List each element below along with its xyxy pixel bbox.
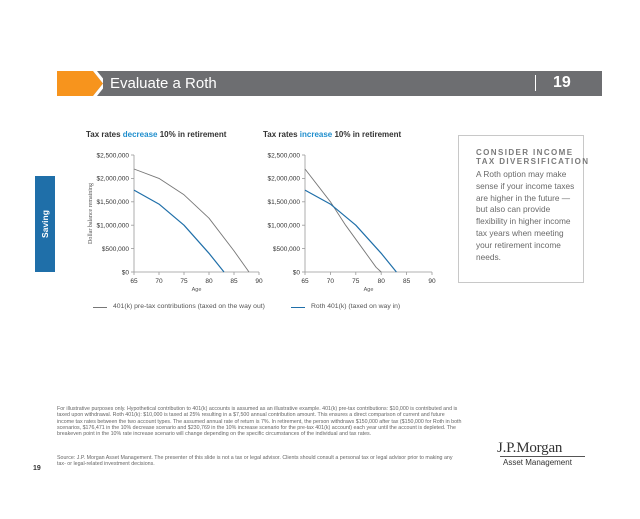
chart-2-y-tick-label: $0 [292,269,300,277]
chart-2-series-traditional-line [305,169,381,272]
chart-1-y-axis-label: Dollar balance remaining [88,183,94,244]
chart-2-y-tick-label: $1,500,000 [267,199,300,207]
chart-1-x-tick-label: 75 [180,278,188,285]
chart-1-y-tick-label: $2,000,000 [96,175,129,183]
chart-1-y-tick-label: $500,000 [101,245,129,253]
side-tab-label: Saving [40,210,50,238]
chart-1-x-axis-label: Age [191,287,202,293]
chart-2-x-tick-label: 75 [352,278,360,285]
chart-2-title-prefix: Tax rates [263,130,300,139]
logo-sub: Asset Management [503,458,572,467]
chart-1-y-tick-label: $1,000,000 [96,222,129,230]
callout-heading-line1: CONSIDER INCOME [476,148,574,157]
legend-label-traditional: 401(k) pre-tax contributions (taxed on the way out) [113,303,265,310]
chart-2-x-tick-label: 90 [428,278,436,285]
logo-main: J.P.Morgan [497,440,563,456]
chart-1-x-tick-label: 70 [155,278,163,285]
chart-1-y-tick-label: $1,500,000 [96,199,129,207]
chart-2-title-suffix: 10% in retirement [332,130,402,139]
chart-1-x-tick-label: 90 [255,278,263,285]
page-number: 19 [33,465,41,472]
chart-2-y-tick-label: $2,000,000 [267,175,300,183]
chart-2-x-tick-label: 70 [326,278,335,285]
legend-label-roth: Roth 401(k) (taxed on way in) [311,303,401,310]
chart-2-y-tick-label: $1,000,000 [267,222,300,230]
legend-swatch-roth [291,307,305,308]
page-title: Evaluate a Roth [110,75,217,92]
footnote: For illustrative purposes only. Hypothetical contribution to 401(k) accounts is assumed as an illustrative example. 401(k) pre-tax contributions: $10,000 is contributed and is taxed upon withdrawal. Roth 401(k): $10,000 is taxed at 25% resulting in a $7,500 annual contribution amount. This ensures a direct comparison of current and future income tax rates between the two account types. The assumed annual rate of return is 7%. In retirement, the person withdraws $150,000 after tax ($150,000 for Roth in both scenarios, $176,471 in the 10% decrease scenario and $230,769 in the 10% increase scenario for the pre-tax 401(k) account) each year until the account is depleted. The breakeven point in the 10% rate increase scenario will change depending on the specific circumstances of the individual and tax rates. [57,406,462,438]
chart-1-title-prefix: Tax rates [86,130,123,139]
chart-2-title-highlight: increase [299,130,333,139]
chart-1-y-tick-label: $0 [121,269,129,277]
legend-swatch-traditional [93,307,107,308]
chart-2-series-roth-line [305,190,396,272]
chart-1-x-tick-label: 65 [130,278,138,285]
chart-2-x-tick-label: 80 [377,278,385,285]
chart-1-x-tick-label: 80 [205,278,213,285]
chart-1-series-traditional-line [134,169,249,272]
chart-2-y-tick-label: $500,000 [272,245,300,253]
chart-1-title-highlight: decrease [122,130,158,139]
chart-1-y-tick-label: $2,500,000 [96,152,129,160]
callout-heading-line2: TAX DIVERSIFICATION [476,157,590,166]
chart-2-x-axis-label: Age [363,287,374,293]
source-note: Source: J.P. Morgan Asset Management. The presenter of this slide is not a tax or legal advisor. Clients should consult a personal tax or legal advisor prior to making any tax- or legal-related investment decisions. [57,455,453,468]
chart-2-y-tick-label: $2,500,000 [267,152,300,160]
chart-2-x-tick-label: 65 [301,278,309,285]
header-page-number: 19 [553,74,571,91]
callout-body: A Roth option may make sense if your income taxes are higher in the future — but also can provide flexibility in higher income tax years when meeting your retirement income needs. [476,169,575,262]
chart-1-series-roth-line [134,190,224,272]
logo-rule [500,456,585,457]
chart-2-x-tick-label: 85 [402,278,411,285]
chart-1-x-tick-label: 85 [230,278,238,285]
chart-1-title-suffix: 10% in retirement [157,130,227,139]
